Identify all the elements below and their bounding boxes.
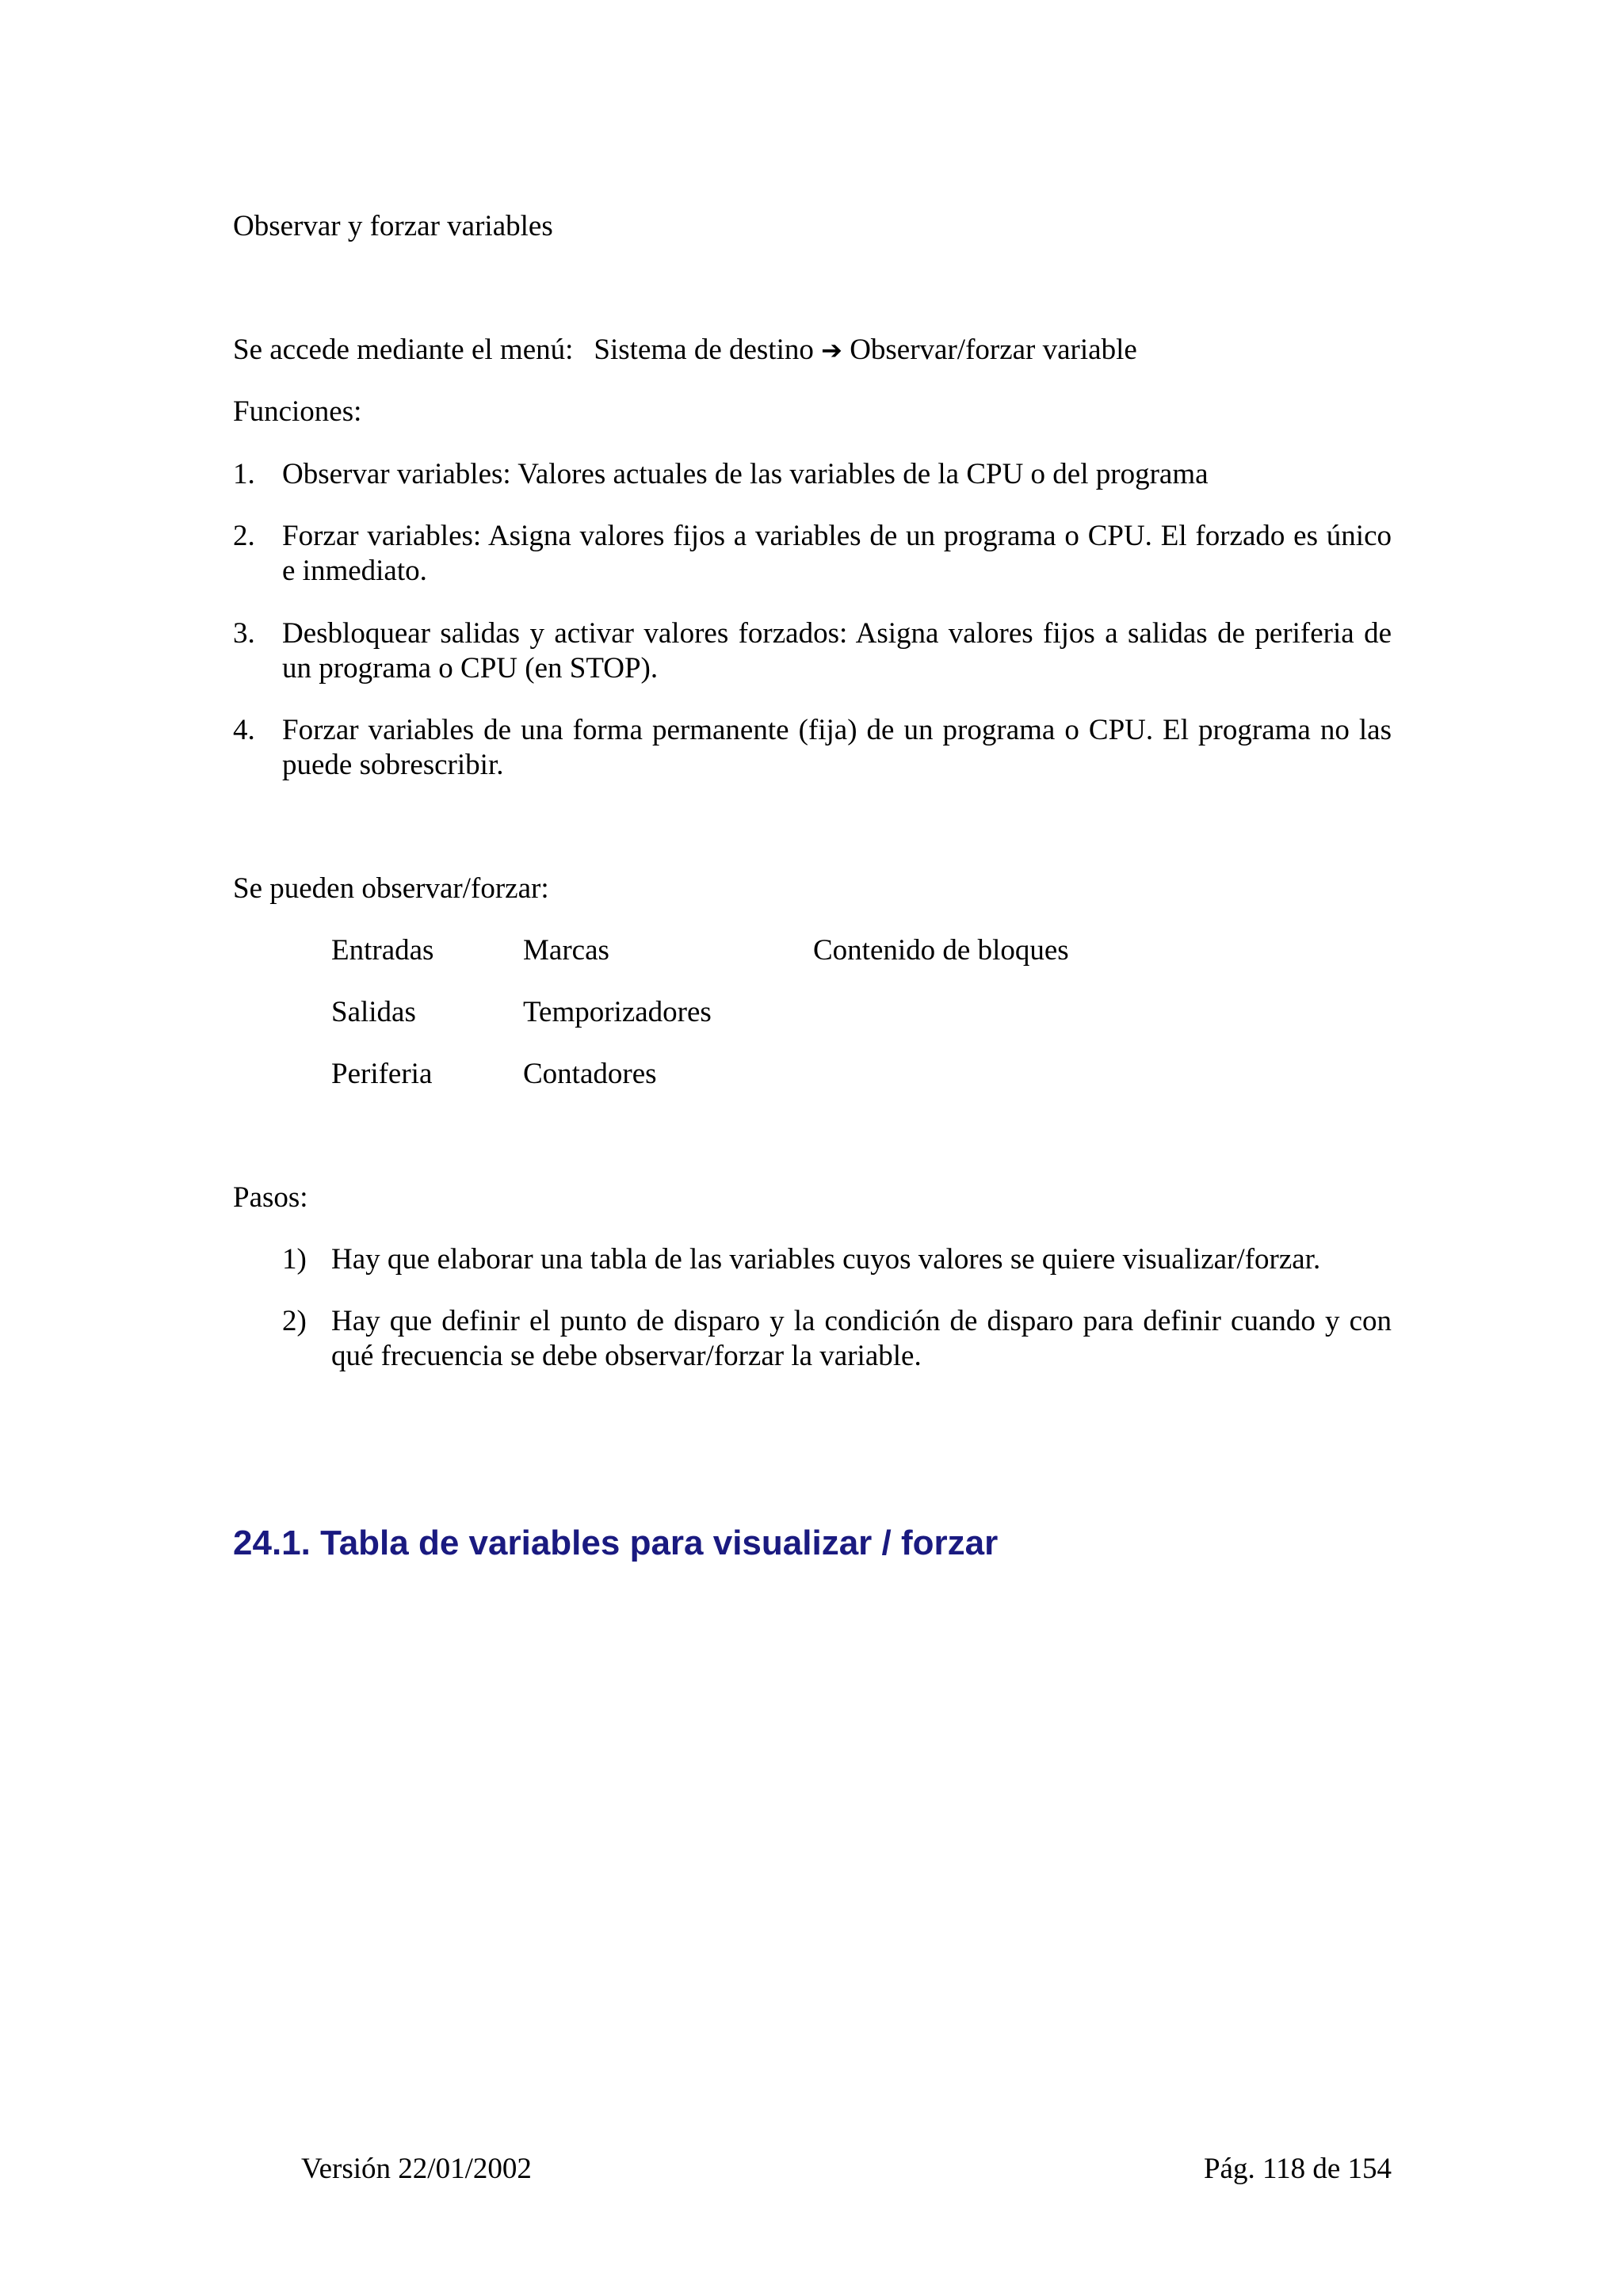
observable-item: Salidas: [331, 996, 416, 1028]
menu-path-to: Observar/forzar variable: [850, 334, 1137, 366]
steps-label: Pasos:: [233, 1181, 308, 1214]
observable-item: Temporizadores: [523, 996, 712, 1028]
observable-item: Marcas: [523, 934, 609, 967]
observable-item: Contenido de bloques: [813, 934, 1069, 967]
list-item-number: 2.: [233, 520, 255, 552]
list-item-number: 1): [282, 1243, 307, 1276]
list-item-text: Hay que definir el punto de disparo y la condición de disparo para definir cuando y con qué frecuencia se debe observar/forzar la variable.: [331, 1305, 1392, 1372]
menu-access-line: [233, 333, 1137, 368]
list-item-number: 4.: [233, 714, 255, 746]
observable-item: Periferia: [331, 1058, 433, 1090]
observable-item: Contadores: [523, 1058, 657, 1090]
footer-page-number: Pág. 118 de 154: [1203, 2153, 1392, 2185]
list-item-text: Desbloquear salidas y activar valores forzados: Asigna valores fijos a salidas de periferia de un programa o CPU (en STOP).: [282, 617, 1392, 685]
functions-label: Funciones:: [233, 395, 362, 428]
list-item-text: Hay que elaborar una tabla de las variables cuyos valores se quiere visualizar/forzar.: [331, 1243, 1321, 1276]
list-item-text: Observar variables: Valores actuales de las variables de la CPU o del programa: [282, 458, 1209, 490]
observable-item: Entradas: [331, 934, 434, 967]
list-item-number: 2): [282, 1305, 307, 1337]
observable-label: Se pueden observar/forzar:: [233, 872, 549, 905]
section-heading: 24.1. Tabla de variables para visualizar / forzar: [233, 1524, 999, 1562]
list-item-text: Forzar variables: Asigna valores fijos a variables de un programa o CPU. El forzado es único e inmediato.: [282, 520, 1392, 587]
right-arrow-icon: ➔: [821, 335, 842, 365]
footer-version: Versión 22/01/2002: [301, 2153, 532, 2185]
document-title: Observar y forzar variables: [233, 210, 553, 242]
menu-access-prefix: Se accede mediante el menú:: [233, 334, 574, 366]
list-item-text: Forzar variables de una forma permanente (fija) de un programa o CPU. El programa no las puede sobrescribir.: [282, 714, 1392, 781]
list-item-number: 3.: [233, 617, 255, 650]
menu-path-from: Sistema de destino: [594, 334, 814, 366]
list-item-number: 1.: [233, 458, 255, 490]
